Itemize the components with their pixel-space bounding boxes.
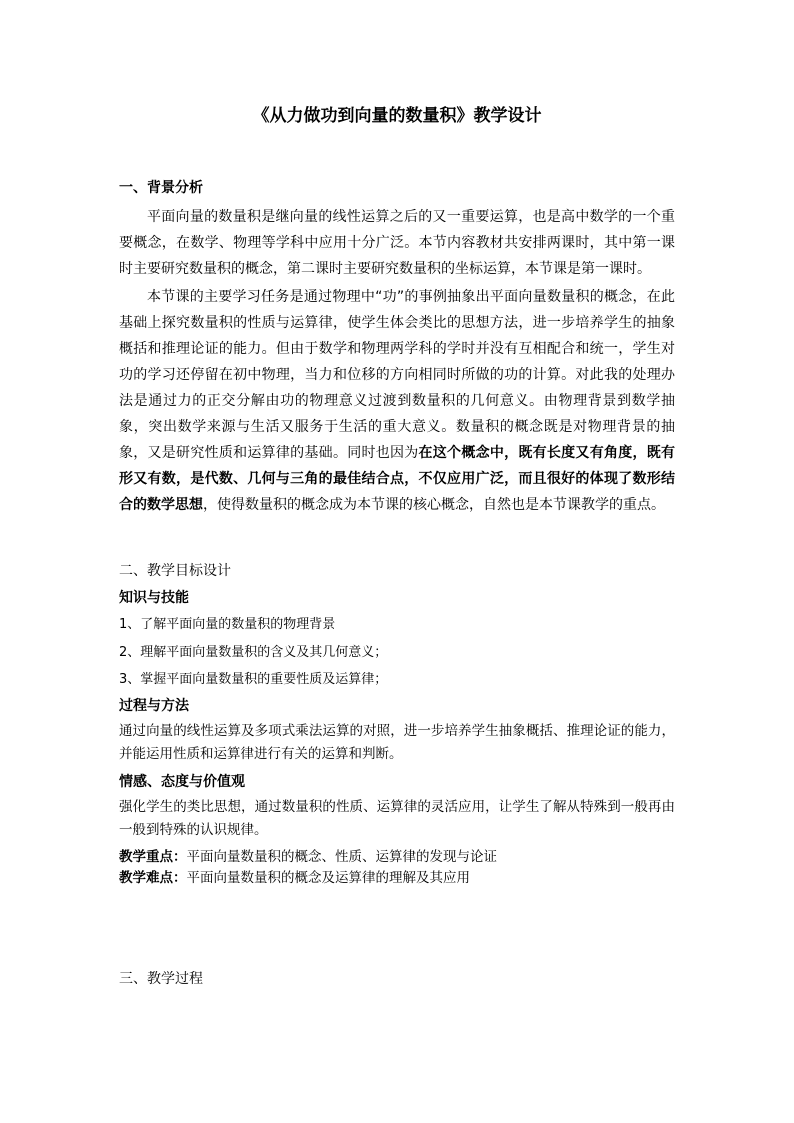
section-1-heading: 一、背景分析 xyxy=(119,180,203,196)
emotion-values-paragraph: 强化学生的类比思想，通过数量积的性质、运算律的灵活应用，让学生了解从特殊到一般再由一般到特殊的认识规律。 xyxy=(119,799,675,838)
objective-item-1: 1、了解平面向量的数量积的物理背景 xyxy=(119,617,336,632)
key-point-value: 平面向量数量积的概念、性质、运算律的发现与论证 xyxy=(186,849,497,865)
objective-item-3: 3、掌握平面向量数量积的重要性质及运算律； xyxy=(119,672,388,687)
paragraph-2-end-text: ，使得数量积的概念成为本节课的核心概念，自然也是本节课教学的重点。 xyxy=(203,497,665,513)
objective-item-2: 2、理解平面向量数量积的含义及其几何意义； xyxy=(119,645,388,660)
teaching-key-point xyxy=(119,847,497,867)
difficulty-label: 教学难点： xyxy=(119,870,187,886)
subheading-process-method: 过程与方法 xyxy=(119,698,189,714)
paragraph-2-text: 本节课的主要学习任务是通过物理中“功”的事例抽象出平面向量数量积的概念，在此基础上探究数量积的性质与运算律，使学生体会类比的思想方法，进一步培养学生的抽象概括和推理论证的能力。但由于数学和物理两学科的学时并没有互相配合和统一，学生对功的学习还停留在初中物理，当力和位移的方向相同时所做的功的计算。对此我的处理办法是通过力的正交分解由功的物理意义过渡到数量积的几何意义。由物理背景到数学抽象，突出数学来源与生活又服务于生活的重大意义。数量积的概念既是对物理背景的抽象，又是研究性质和运算律的基础。同时也因为 xyxy=(119,289,675,461)
section-1-paragraph-2 xyxy=(119,284,675,518)
process-method-paragraph: 通过向量的线性运算及多项式乘法运算的对照，进一步培养学生抽象概括、推理论证的能力，并能运用性质和运算律进行有关的运算和判断。 xyxy=(119,723,675,762)
section-1-paragraph-1: 平面向量的数量积是继向量的线性运算之后的又一重要运算，也是高中数学的一个重要概念，在数学、物理等学科中应用十分广泛。本节内容教材共安排两课时，其中第一课时主要研究数量积的概念，第二课时主要研究数量积的坐标运算，本节课是第一课时。 xyxy=(119,209,675,277)
key-point-label: 教学重点： xyxy=(119,849,187,865)
section-3-heading: 三、教学过程 xyxy=(119,971,203,987)
teaching-difficulty xyxy=(119,868,470,888)
subheading-emotion-values: 情感、态度与价值观 xyxy=(119,774,245,790)
document-title: 《从力做功到向量的数量积》教学设计 xyxy=(252,106,542,126)
subheading-knowledge-skills: 知识与技能 xyxy=(119,590,189,606)
section-2-heading: 二、教学目标设计 xyxy=(119,563,231,579)
paragraph-2-bold-text: 在这个概念中，既有长度又有角度，既有形又有数，是代数、几何与三角的最佳结合点，不仅应用广泛，而且很好的体现了数形结合的数学思想 xyxy=(119,445,676,513)
difficulty-value: 平面向量数量积的概念及运算律的理解及其应用 xyxy=(186,870,470,886)
